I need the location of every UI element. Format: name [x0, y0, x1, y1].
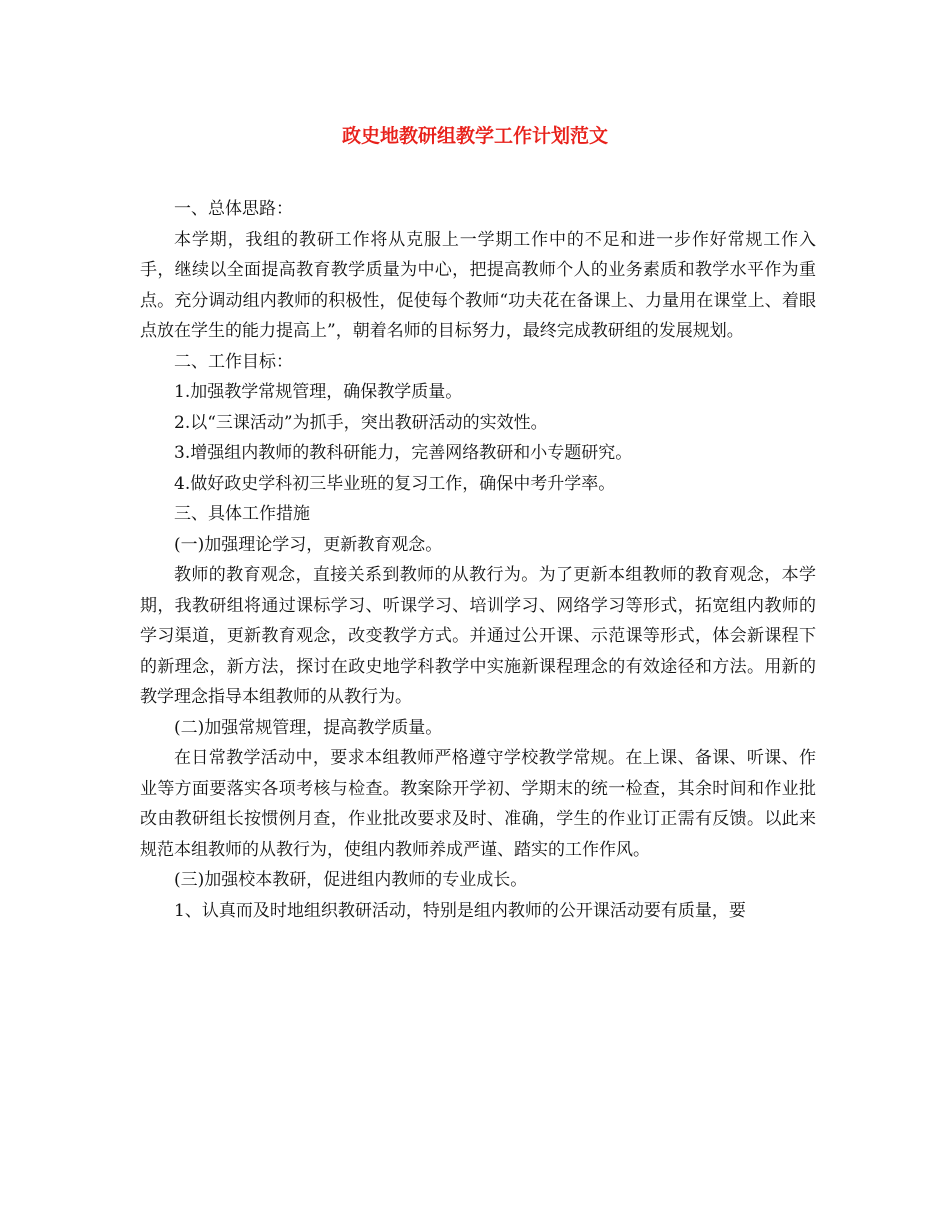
paragraph-theory-study: 教师的教育观念，直接关系到教师的从教行为。为了更新本组教师的教育观念，本学期，我教研组将通过课标学习、听课学习、培训学习、网络学习等形式，拓宽组内教师的学习渠道，更新教育观念，改变教学方式。并通过公开课、示范课等形式，体会新课程下的新理念，新方法，探讨在政史地学科教学中实施新课程理念的有效途径和方法。用新的教学理念指导本组教师的从教行为。 [140, 565, 816, 707]
paragraph-school-research: 1、认真而及时地组织教研活动，特别是组内教师的公开课活动要有质量，要 [174, 900, 746, 921]
subsection-heading: (一)加强理论学习，更新教育观念。 [174, 534, 443, 555]
subsection-heading: (二)加强常规管理，提高教学质量。 [174, 717, 443, 738]
section-heading-goals: 二、工作目标： [174, 351, 293, 372]
subsection-heading: (三)加强校本教研，促进组内教师的专业成长。 [174, 870, 528, 890]
goal-item: 4.做好政史学科初三毕业班的复习工作，确保中考升学率。 [174, 473, 616, 494]
document-title: 政史地教研组教学工作计划范文 [341, 125, 608, 147]
paragraph-routine-management: 在日常教学活动中，要求本组教师严格遵守学校教学常规。在上课、备课、听课、作业等方面要落实各项考核与检查。教案除开学初、学期末的统一检查，其余时间和作业批改由教研组长按惯例月查，作业批改要求及时、准确，学生的作业订正需有反馈。以此来规范本组教师的从教行为，使组内教师养成严谨、踏实的工作作风。 [140, 748, 816, 860]
goal-item: 1.加强教学常规管理，确保教学质量。 [174, 382, 463, 402]
section-heading-measures: 三、具体工作措施 [174, 504, 310, 524]
paragraph-overview: 本学期，我组的教研工作将从克服上一学期工作中的不足和进一步作好常规工作入手，继续以全面提高教育教学质量为中心，把提高教师个人的业务素质和教学水平作为重点。充分调动组内教师的积极性，促使每个教师“功夫花在备课上、力量用在课堂上、着眼点放在学生的能力提高上”，朝着名师的目标努力，最终完成教研组的发展规划。 [140, 229, 816, 341]
goal-item: 3.增强组内教师的教科研能力，完善网络教研和小专题研究。 [174, 443, 633, 463]
goal-item: 2.以“三课活动”为抓手，突出教研活动的实效性。 [174, 412, 548, 433]
section-heading-overview: 一、总体思路： [174, 199, 293, 219]
document-body [140, 194, 816, 926]
